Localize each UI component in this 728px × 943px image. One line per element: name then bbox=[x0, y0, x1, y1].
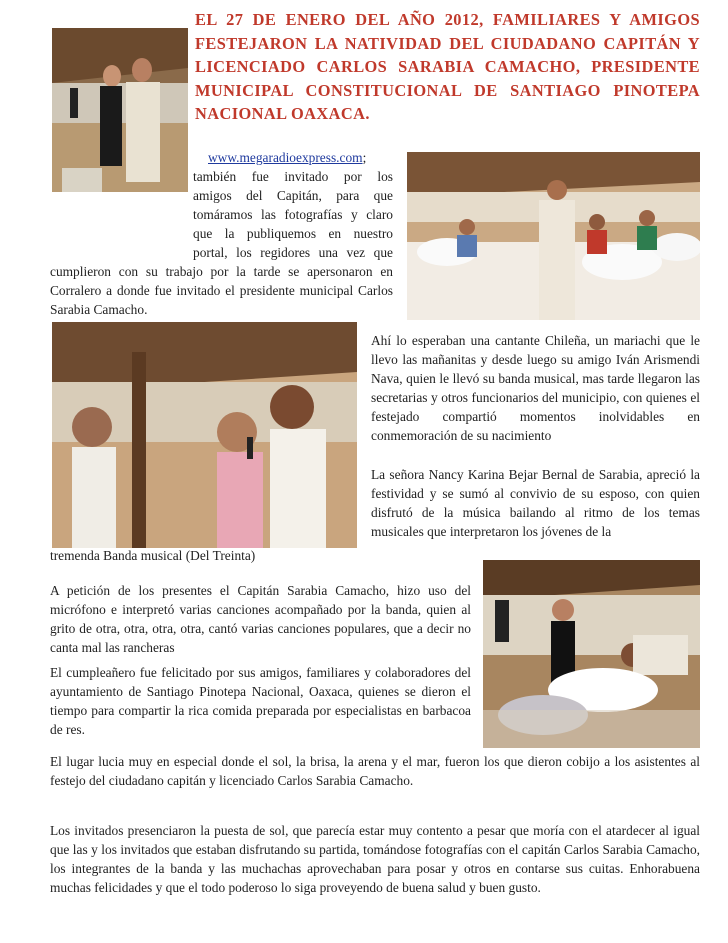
paragraph-nancy: La señora Nancy Karina Bejar Bernal de Sarabia, apreció la festividad y se sumó al convivio de su esposo, con quien disfrutó de la música bailando al ritmo de los temas musicales que interpretaron los jóvenes de la bbox=[371, 467, 700, 539]
photo-speaker-crowd bbox=[407, 152, 700, 320]
photo-couple bbox=[52, 28, 188, 192]
paragraph-felicitado: El cumpleañero fue felicitado por sus amigos, familiares y colaboradores del ayuntamiento de Santiago Pinotepa Nacional, Oaxaca, quienes se dieron el tiempo para compartir la rica comida preparada por especialistas en barbacoa de res. bbox=[50, 665, 471, 737]
paragraph-invitados: Los invitados presenciaron la puesta de sol, que parecía estar muy contento a pesar que moría con el atardecer al igual que las y los invitados que estaban disfrutando su partida, tomándose fotografías con el capitán Carlos Sarabia Camacho, los integrantes de la banda y las muchachas aprovechaban para posar y otros en contarse sus cuitas. Enhorabuena muchas felicidades y que el todo poderoso lo siga proveyendo de buena salud y buen gusto. bbox=[50, 823, 700, 895]
intro-line: amigos del Capitán, para que bbox=[193, 188, 393, 203]
photo-birthday-cake bbox=[483, 560, 700, 748]
intro-link-line: www.megaradioexpress.com; bbox=[208, 150, 367, 165]
intro-line: portal, los regidores una vez que bbox=[193, 245, 393, 260]
paragraph-nancy-end: tremenda Banda musical (Del Treinta) bbox=[50, 548, 256, 563]
website-link[interactable]: www.megaradioexpress.com bbox=[208, 150, 363, 165]
paragraph-ahi: Ahí lo esperaban una cantante Chileña, un mariachi que le llevo las mañanitas y desde luego su amigo Iván Arismendi Nava, quien le llevó su banda musical, mas tarde llegaron las secretarias y otros funcionarios del municipio, con quienes el festejado compartió momentos inolvidables en conmemoración de su nacimiento bbox=[371, 333, 700, 443]
intro-line: tomáramos las fotografías y claro bbox=[193, 207, 393, 222]
paragraph-microfono: A petición de los presentes el Capitán Sarabia Camacho, hizo uso del micrófono e interpretó varias canciones acompañado por la banda, quien al grito de otra, otra, otra, otra, cantó varias canciones populares, que a decir no canta mal las rancheras bbox=[50, 583, 471, 655]
intro-line: también fue invitado por los bbox=[193, 169, 393, 184]
paragraph-lugar: El lugar lucia muy en especial donde el sol, la brisa, la arena y el mar, fueron los que dieron cobijo a los asistentes al festejo del ciudadano capitán y licenciado Carlos Sarabia Camacho. bbox=[50, 754, 700, 788]
intro-line: que la publiquemos en nuestro bbox=[193, 226, 393, 241]
intro-narrow-lines bbox=[193, 167, 393, 262]
article-headline: EL 27 DE ENERO DEL AÑO 2012, FAMILIARES Y AMIGOS FESTEJARON LA NATIVIDAD DEL CIUDADANO CAPITÁN Y LICENCIADO CARLOS SARABIA CAMACHO, PRESIDENTE MUNICIPAL CONSTITUCIONAL DE SANTIAGO PINOTEPA NACIONAL OAXACA. bbox=[195, 10, 700, 123]
photo-singing-capitan bbox=[52, 322, 357, 548]
intro-paragraph-end: cumplieron con su trabajo por la tarde se apersonaron en Corralero a donde fue invitado el presidente municipal Carlos Sarabia Camacho. bbox=[50, 264, 393, 317]
